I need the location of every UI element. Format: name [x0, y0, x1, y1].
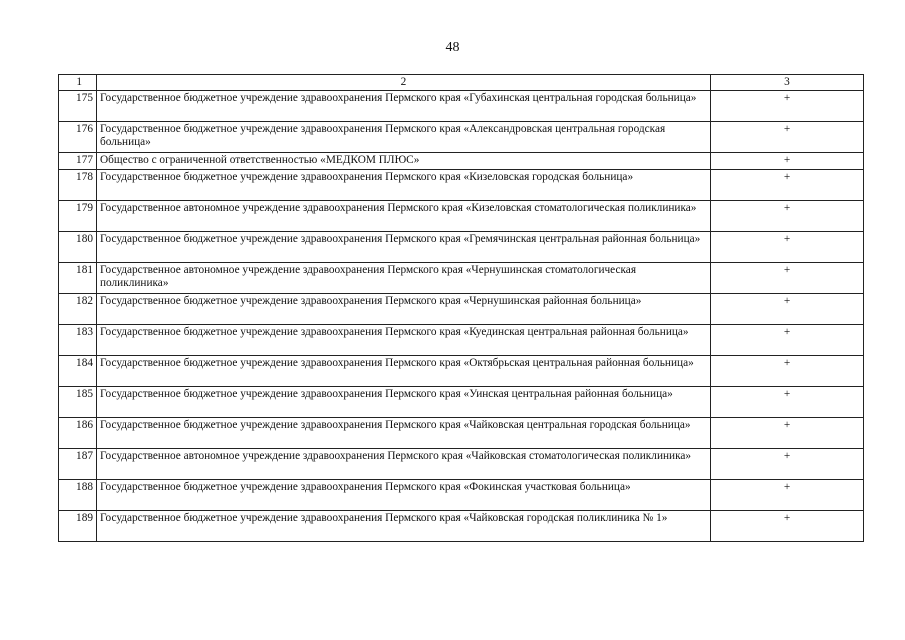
row-number: 176 — [59, 122, 97, 153]
table-row — [59, 201, 864, 232]
participation-mark: + — [711, 122, 864, 153]
table-row — [59, 170, 864, 201]
header-col-2: 2 — [97, 75, 711, 91]
participation-mark: + — [711, 201, 864, 232]
header-col-3: 3 — [711, 75, 864, 91]
row-number: 185 — [59, 387, 97, 418]
organization-name: Государственное бюджетное учреждение здравоохранения Пермского края «Чайковская центральная городская больница» — [97, 418, 711, 449]
organization-name: Государственное бюджетное учреждение здравоохранения Пермского края «Гремячинская центральная районная больница» — [97, 232, 711, 263]
table-row — [59, 480, 864, 511]
organization-name: Государственное бюджетное учреждение здравоохранения Пермского края «Уинская центральная районная больница» — [97, 387, 711, 418]
participation-mark: + — [711, 263, 864, 294]
organization-name: Государственное бюджетное учреждение здравоохранения Пермского края «Куединская центральная районная больница» — [97, 325, 711, 356]
organization-name: Общество с ограниченной ответственностью «МЕДКОМ ПЛЮС» — [97, 153, 711, 170]
table-row — [59, 91, 864, 122]
row-number: 179 — [59, 201, 97, 232]
participation-mark: + — [711, 232, 864, 263]
row-number: 186 — [59, 418, 97, 449]
table-row — [59, 232, 864, 263]
row-number: 175 — [59, 91, 97, 122]
participation-mark: + — [711, 170, 864, 201]
organization-name: Государственное автономное учреждение здравоохранения Пермского края «Кизеловская стоматологическая поликлиника» — [97, 201, 711, 232]
row-number: 180 — [59, 232, 97, 263]
participation-mark: + — [711, 91, 864, 122]
participation-mark: + — [711, 418, 864, 449]
row-number: 188 — [59, 480, 97, 511]
table-row — [59, 122, 864, 153]
organization-name: Государственное бюджетное учреждение здравоохранения Пермского края «Чернушинская районная больница» — [97, 294, 711, 325]
participation-mark: + — [711, 511, 864, 542]
organizations-table — [58, 74, 864, 542]
organization-name: Государственное бюджетное учреждение здравоохранения Пермского края «Чайковская городская поликлиника № 1» — [97, 511, 711, 542]
row-number: 181 — [59, 263, 97, 294]
row-number: 182 — [59, 294, 97, 325]
organization-name: Государственное бюджетное учреждение здравоохранения Пермского края «Фокинская участковая больница» — [97, 480, 711, 511]
table-header-row — [59, 75, 864, 91]
participation-mark: + — [711, 294, 864, 325]
row-number: 187 — [59, 449, 97, 480]
row-number: 178 — [59, 170, 97, 201]
table-row — [59, 356, 864, 387]
participation-mark: + — [711, 356, 864, 387]
organization-name: Государственное бюджетное учреждение здравоохранения Пермского края «Александровская центральная городская больница» — [97, 122, 711, 153]
table-row — [59, 294, 864, 325]
table-row — [59, 325, 864, 356]
table-row — [59, 387, 864, 418]
organization-name: Государственное бюджетное учреждение здравоохранения Пермского края «Кизеловская городская больница» — [97, 170, 711, 201]
participation-mark: + — [711, 480, 864, 511]
page-number: 48 — [445, 40, 460, 55]
organization-name: Государственное бюджетное учреждение здравоохранения Пермского края «Октябрьская центральная районная больница» — [97, 356, 711, 387]
table-row — [59, 511, 864, 542]
organization-name: Государственное автономное учреждение здравоохранения Пермского края «Чайковская стоматологическая поликлиника» — [97, 449, 711, 480]
row-number: 184 — [59, 356, 97, 387]
organization-name: Государственное автономное учреждение здравоохранения Пермского края «Чернушинская стоматологическая поликлиника» — [97, 263, 711, 294]
participation-mark: + — [711, 387, 864, 418]
row-number: 189 — [59, 511, 97, 542]
participation-mark: + — [711, 153, 864, 170]
participation-mark: + — [711, 449, 864, 480]
table-row — [59, 449, 864, 480]
participation-mark: + — [711, 325, 864, 356]
row-number: 183 — [59, 325, 97, 356]
table-row — [59, 418, 864, 449]
table-row — [59, 153, 864, 170]
row-number: 177 — [59, 153, 97, 170]
organization-name: Государственное бюджетное учреждение здравоохранения Пермского края «Губахинская центральная городская больница» — [97, 91, 711, 122]
table-row — [59, 263, 864, 294]
header-col-1: 1 — [59, 75, 97, 91]
